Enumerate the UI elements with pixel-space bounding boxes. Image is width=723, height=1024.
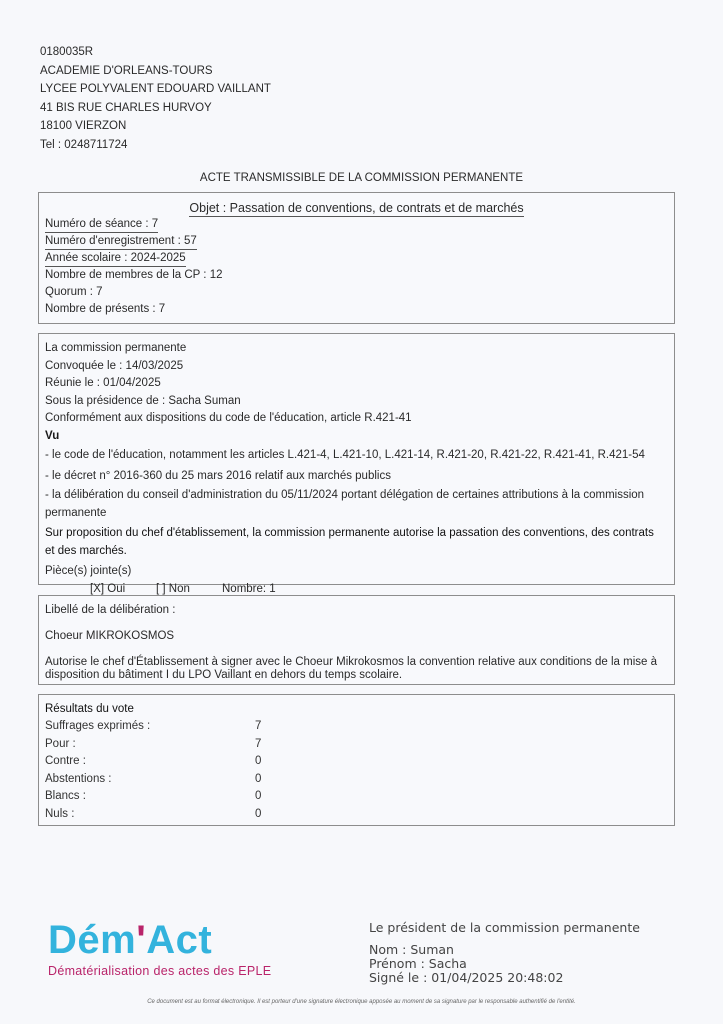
pj-nombre: Nombre: 1: [222, 582, 276, 595]
establishment-code: 0180035R: [40, 46, 94, 58]
conformement: Conformément aux dispositions du code de l'éducation, article R.421-41: [45, 412, 412, 424]
document-title: ACTE TRANSMISSIBLE DE LA COMMISSION PERMANENTE: [199, 172, 524, 184]
commission-title: La commission permanente: [45, 342, 187, 354]
vote-value: 7: [255, 737, 262, 750]
vote-row: [39, 806, 674, 824]
vote-results-box: [38, 694, 675, 826]
deliberation-text: Autorise le chef d'Établissement à signer avec le Choeur Mikrokosmos la convention relative aux conditions de la mise à disposition du bâtiment I du LPO Vaillant en dehors du temps scolaire.: [45, 656, 658, 681]
vote-title: Résultats du vote: [45, 703, 134, 715]
vote-label: Pour :: [45, 737, 76, 750]
presents: Nombre de présents : 7: [45, 303, 166, 315]
vote-label: Abstentions :: [45, 772, 112, 785]
objet-heading: [39, 200, 674, 216]
vote-row: [39, 736, 674, 754]
logo-part1: Dém: [48, 918, 137, 962]
vu-item: - la délibération du conseil d'administration du 05/11/2024 portant délégation de certaines attributions à la commission permanente: [45, 489, 645, 519]
enregistrement-row: [39, 233, 674, 250]
signature-block: [369, 920, 640, 985]
vote-value: 0: [255, 807, 262, 820]
vote-label: Blancs :: [45, 790, 86, 802]
street-address: 41 BIS RUE CHARLES HURVOY: [40, 101, 212, 114]
logo-subtitle: Dématérialisation des actes des EPLE: [48, 964, 272, 978]
convoquee-date: Convoquée le : 14/03/2025: [45, 359, 184, 372]
objet-text: Objet : Passation de conventions, de contrats et de marchés: [189, 201, 524, 215]
commission-box: [38, 333, 675, 595]
presidence: Sous la présidence de : Sacha Suman: [45, 394, 241, 407]
vote-value: 0: [255, 790, 262, 802]
academy-name: ACADEMIE D'ORLEANS-TOURS: [40, 64, 213, 77]
school-name: LYCEE POLYVALENT EDOUARD VAILLANT: [40, 83, 271, 95]
numero-seance: Numéro de séance : 7: [45, 217, 158, 233]
vu-item: - le décret n° 2016-360 du 25 mars 2016 relatif aux marchés publics: [45, 469, 391, 482]
vote-label: Contre :: [45, 755, 86, 767]
vote-label: Suffrages exprimés :: [45, 720, 151, 732]
annee-scolaire: Année scolaire : 2024-2025: [45, 251, 186, 267]
vote-value: 0: [255, 772, 262, 785]
vu-item: - le code de l'éducation, notamment les articles L.421-4, L.421-10, L.421-14, R.421-20, R.421-22, R.421-41, R.421-54: [45, 449, 645, 461]
vote-row: [39, 771, 674, 789]
quorum: Quorum : 7: [45, 286, 103, 298]
annee-row: [39, 250, 674, 267]
signature-prenom: Prénom : Sacha: [369, 956, 467, 971]
logo-part2: Act: [146, 918, 213, 962]
signature-nom: Nom : Suman: [369, 942, 454, 957]
seance-row: [39, 216, 674, 233]
numero-enregistrement: Numéro d'enregistrement : 57: [45, 234, 197, 250]
vote-row: [39, 718, 674, 736]
city: 18100 VIERZON: [40, 120, 127, 132]
vote-row: [39, 788, 674, 806]
deliberation-title: Choeur MIKROKOSMOS: [45, 630, 175, 642]
pj-oui: [X] Oui: [90, 582, 126, 595]
signature-title: Le président de la commission permanente: [369, 920, 640, 935]
phone: Tel : 0248711724: [40, 138, 128, 151]
footer-note: Ce document est au format électronique. Il est porteur d'une signature électronique apposée au moment de sa signature par le responsable authentifié de l'entité.: [147, 999, 576, 1005]
pj-non: [ ] Non: [156, 582, 190, 595]
pieces-jointes-label: Pièce(s) jointe(s): [45, 565, 132, 577]
signature-date: Signé le : 01/04/2025 20:48:02: [369, 970, 564, 985]
deliberation-box: [38, 595, 675, 685]
vote-row: [39, 753, 674, 771]
establishment-header: [40, 43, 271, 154]
session-info-box: [38, 192, 675, 324]
vote-value: 0: [255, 755, 262, 767]
membres-cp: Nombre de membres de la CP : 12: [45, 269, 223, 281]
demact-logo: [48, 920, 271, 978]
proposition: Sur proposition du chef d'établissement, la commission permanente autorise la passation des conventions, des contrats et des marchés.: [45, 527, 654, 557]
vote-label: Nuls :: [45, 807, 75, 820]
reunie-date: Réunie le : 01/04/2025: [45, 377, 161, 389]
vote-value: 7: [255, 720, 262, 732]
logo-accent: ʹ: [136, 918, 147, 962]
deliberation-label: Libellé de la délibération :: [45, 604, 176, 616]
vu-label: Vu: [45, 429, 60, 442]
logo-wordmark: [48, 920, 271, 960]
